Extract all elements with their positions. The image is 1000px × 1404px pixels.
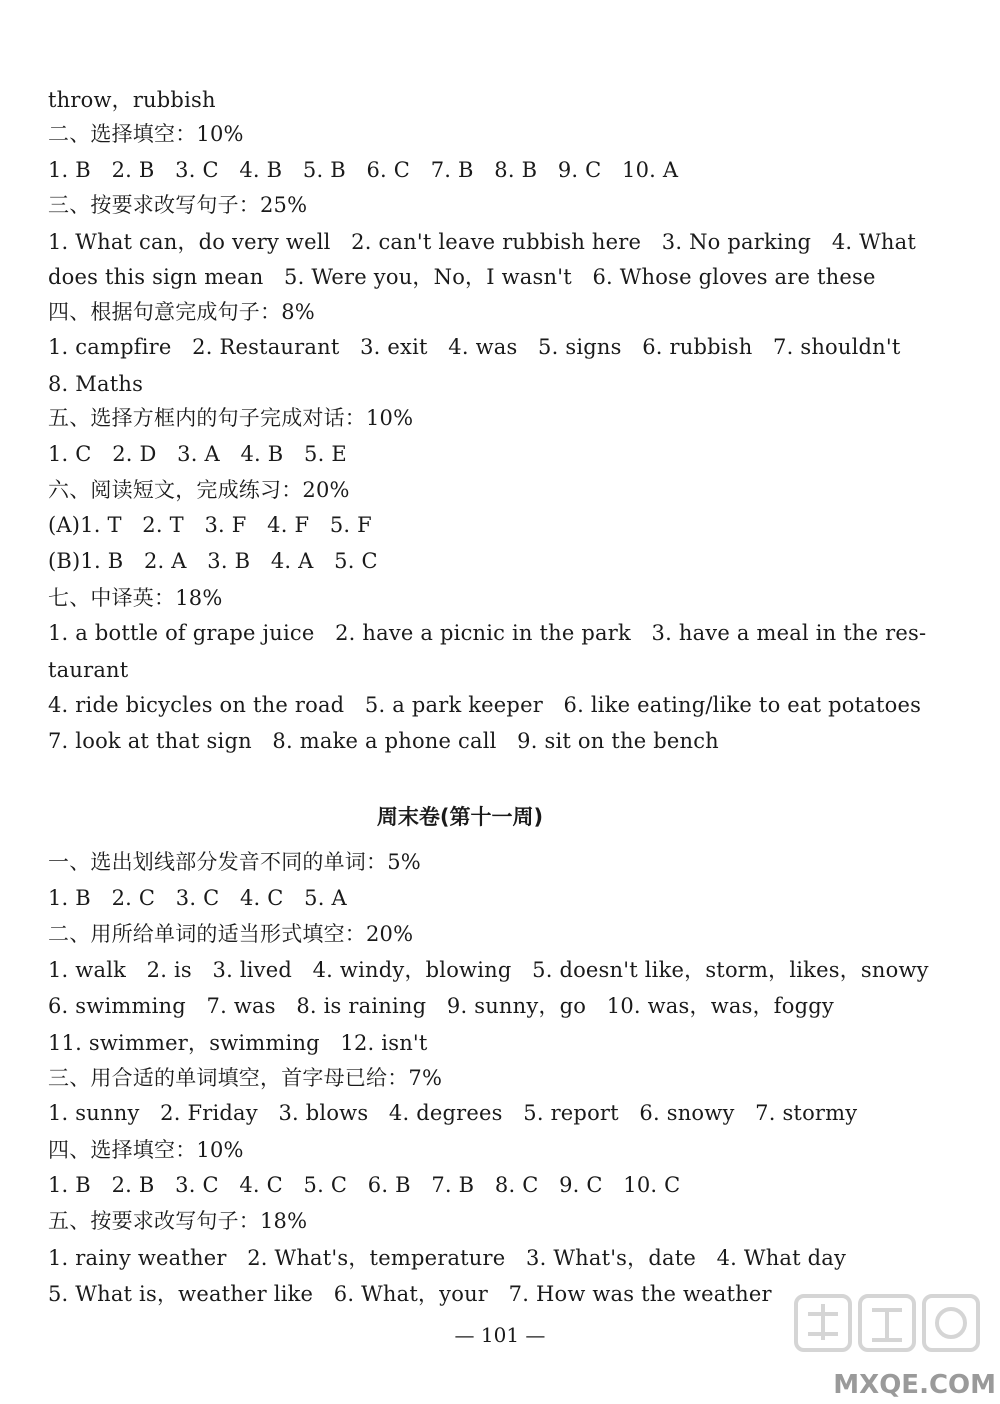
answer-line: 4. ride bicycles on the road 5. a park keeper 6. like eating/like to eat potatoes — [48, 693, 922, 717]
section-heading: 二、选择填空：10% — [48, 122, 244, 146]
answer-line: does this sign mean 5. Were you，No，I wasn't 6. Whose gloves are these — [48, 265, 876, 289]
answer-line: 1. campfire 2. Restaurant 3. exit 4. was 5. signs 6. rubbish 7. shouldn't — [48, 335, 901, 359]
answer-line: 1. sunny 2. Friday 3. blows 4. degrees 5. report 6. snowy 7. stormy — [48, 1101, 858, 1125]
answer-line: 1. B 2. B 3. C 4. C 5. C 6. B 7. B 8. C 9. C 10. C — [48, 1173, 681, 1197]
answer-line: 8. Maths — [48, 372, 144, 396]
answer-line: 1. B 2. B 3. C 4. B 5. B 6. C 7. B 8. B 9. C 10. A — [48, 158, 679, 182]
watermark-text: MXQE.COM — [833, 1370, 996, 1400]
answer-line: 1. What can，do very well 2. can't leave rubbish here 3. No parking 4. What — [48, 230, 916, 254]
text-line: throw，rubbish — [48, 88, 216, 112]
section-heading: 五、按要求改写句子：18% — [48, 1209, 308, 1233]
section-heading: 五、选择方框内的句子完成对话：10% — [48, 406, 414, 430]
section-title: 周末卷(第十一周) — [376, 805, 544, 829]
answer-line: 1. C 2. D 3. A 4. B 5. E — [48, 442, 347, 466]
answer-line: (A)1. T 2. T 3. F 4. F 5. F — [48, 513, 372, 537]
section-heading: 一、选出划线部分发音不同的单词：5% — [48, 850, 421, 874]
answer-line: 5. What is，weather like 6. What，your 7. How was the weather — [48, 1282, 772, 1306]
answer-line: taurant — [48, 658, 129, 682]
section-heading: 三、用合适的单词填空，首字母已给：7% — [48, 1066, 443, 1090]
section-heading: 三、按要求改写句子：25% — [48, 193, 308, 217]
answer-line: 1. B 2. C 3. C 4. C 5. A — [48, 886, 347, 910]
section-heading: 七、中译英：18% — [48, 586, 223, 610]
section-heading: 二、用所给单词的适当形式填空：20% — [48, 922, 414, 946]
answer-line: 1. walk 2. is 3. lived 4. windy，blowing 5. doesn't like，storm，likes，snowy — [48, 958, 929, 982]
page-number: — 101 — — [454, 1323, 546, 1347]
answer-line: 7. look at that sign 8. make a phone call 9. sit on the bench — [48, 729, 719, 753]
answer-line: 11. swimmer，swimming 12. isn't — [48, 1031, 428, 1055]
section-heading: 四、选择填空：10% — [48, 1138, 244, 1162]
answer-line: 1. rainy weather 2. What's，temperature 3. What's，date 4. What day — [48, 1246, 847, 1270]
answer-line: 1. a bottle of grape juice 2. have a picnic in the park 3. have a meal in the res- — [48, 621, 927, 645]
section-heading: 四、根据句意完成句子：8% — [48, 300, 315, 324]
answer-line: 6. swimming 7. was 8. is raining 9. sunny，go 10. was，was，foggy — [48, 994, 834, 1018]
answer-line: (B)1. B 2. A 3. B 4. A 5. C — [48, 549, 378, 573]
section-heading: 六、阅读短文，完成练习：20% — [48, 478, 350, 502]
